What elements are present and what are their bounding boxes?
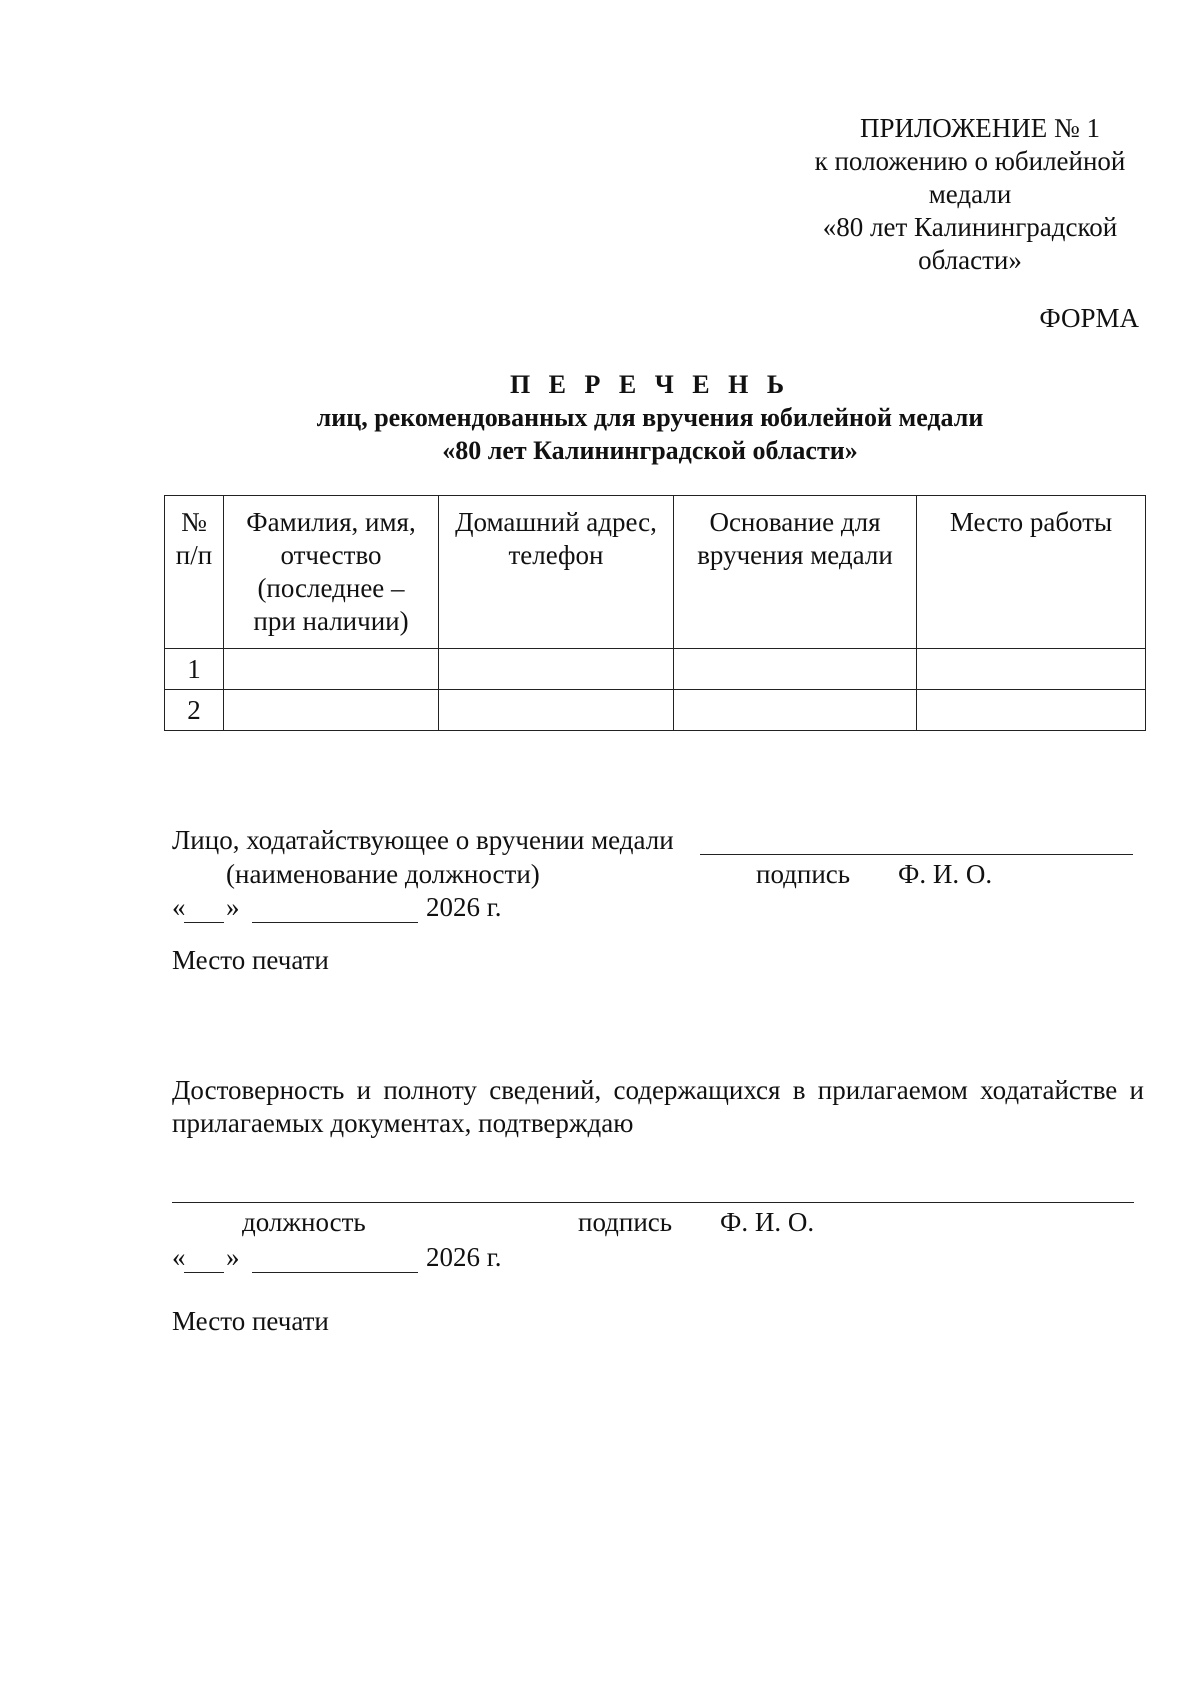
confirmation-stamp: Место печати: [172, 1306, 329, 1336]
appendix-line: области»: [918, 245, 1022, 275]
form-label: ФОРМА: [1039, 303, 1139, 333]
cell-basis[interactable]: [674, 690, 917, 731]
document-subtitle: «80 лет Калининградской области»: [442, 436, 858, 465]
document-subtitle: лиц, рекомендованных для вручения юбилейной медали: [316, 403, 984, 432]
cell-full-name[interactable]: [224, 649, 439, 690]
document-heading: [160, 368, 1140, 467]
cell-workplace[interactable]: [917, 690, 1146, 731]
confirmation-year: 2026 г.: [426, 1242, 502, 1272]
appendix-line: «80 лет Калининградской: [822, 212, 1118, 242]
confirmation-position-caption: должность: [242, 1207, 366, 1237]
confirmation-day-field[interactable]: [184, 1272, 224, 1273]
petitioner-fio-caption: Ф. И. О.: [898, 859, 993, 889]
appendix-line: к положению о юбилейной: [814, 146, 1126, 176]
confirmation-date-open: «: [172, 1242, 186, 1272]
confirmation-month-field[interactable]: [252, 1272, 418, 1273]
petitioner-signature-line[interactable]: [700, 854, 1133, 855]
petitioner-year: 2026 г.: [426, 892, 502, 922]
table-row: [165, 690, 1146, 731]
column-header-basis: Основание для вручения медали: [674, 496, 917, 649]
row-number: 2: [165, 690, 224, 731]
petitioner-label: Лицо, ходатайствующее о вручении медали: [172, 825, 674, 855]
document-title: П Е Р Е Ч Е Н Ь: [509, 370, 791, 399]
cell-address[interactable]: [439, 690, 674, 731]
confirmation-signature-line[interactable]: [172, 1202, 1134, 1203]
petitioner-stamp: Место печати: [172, 945, 329, 975]
table-row: [165, 649, 1146, 690]
table-header-row: [165, 496, 1146, 649]
column-header-workplace: Место работы: [917, 496, 1146, 649]
petitioner-position-caption: (наименование должности): [226, 859, 540, 889]
confirmation-signature-caption: подпись: [578, 1207, 673, 1237]
column-header-number: № п/п: [165, 496, 224, 649]
cell-address[interactable]: [439, 649, 674, 690]
petitioner-date-close: »: [226, 892, 240, 922]
confirmation-text: Достоверность и полноту сведений, содержащихся в прилагаемом ходатайстве и прилагаемых документах, подтверждаю: [172, 1075, 1144, 1138]
confirmation-date-close: »: [226, 1242, 240, 1272]
nominees-table: [164, 495, 1146, 731]
appendix-header: [800, 112, 1140, 277]
appendix-line: медали: [928, 179, 1012, 209]
cell-full-name[interactable]: [224, 690, 439, 731]
petitioner-day-field[interactable]: [184, 922, 224, 923]
appendix-title: ПРИЛОЖЕНИЕ № 1: [859, 113, 1101, 143]
petitioner-month-field[interactable]: [252, 922, 418, 923]
petitioner-signature-caption: подпись: [756, 859, 851, 889]
column-header-address: Домашний адрес, телефон: [439, 496, 674, 649]
column-header-full-name: Фамилия, имя, отчество (последнее – при наличии): [224, 496, 439, 649]
petitioner-date-open: «: [172, 892, 186, 922]
row-number: 1: [165, 649, 224, 690]
cell-basis[interactable]: [674, 649, 917, 690]
confirmation-fio-caption: Ф. И. О.: [720, 1207, 815, 1237]
cell-workplace[interactable]: [917, 649, 1146, 690]
